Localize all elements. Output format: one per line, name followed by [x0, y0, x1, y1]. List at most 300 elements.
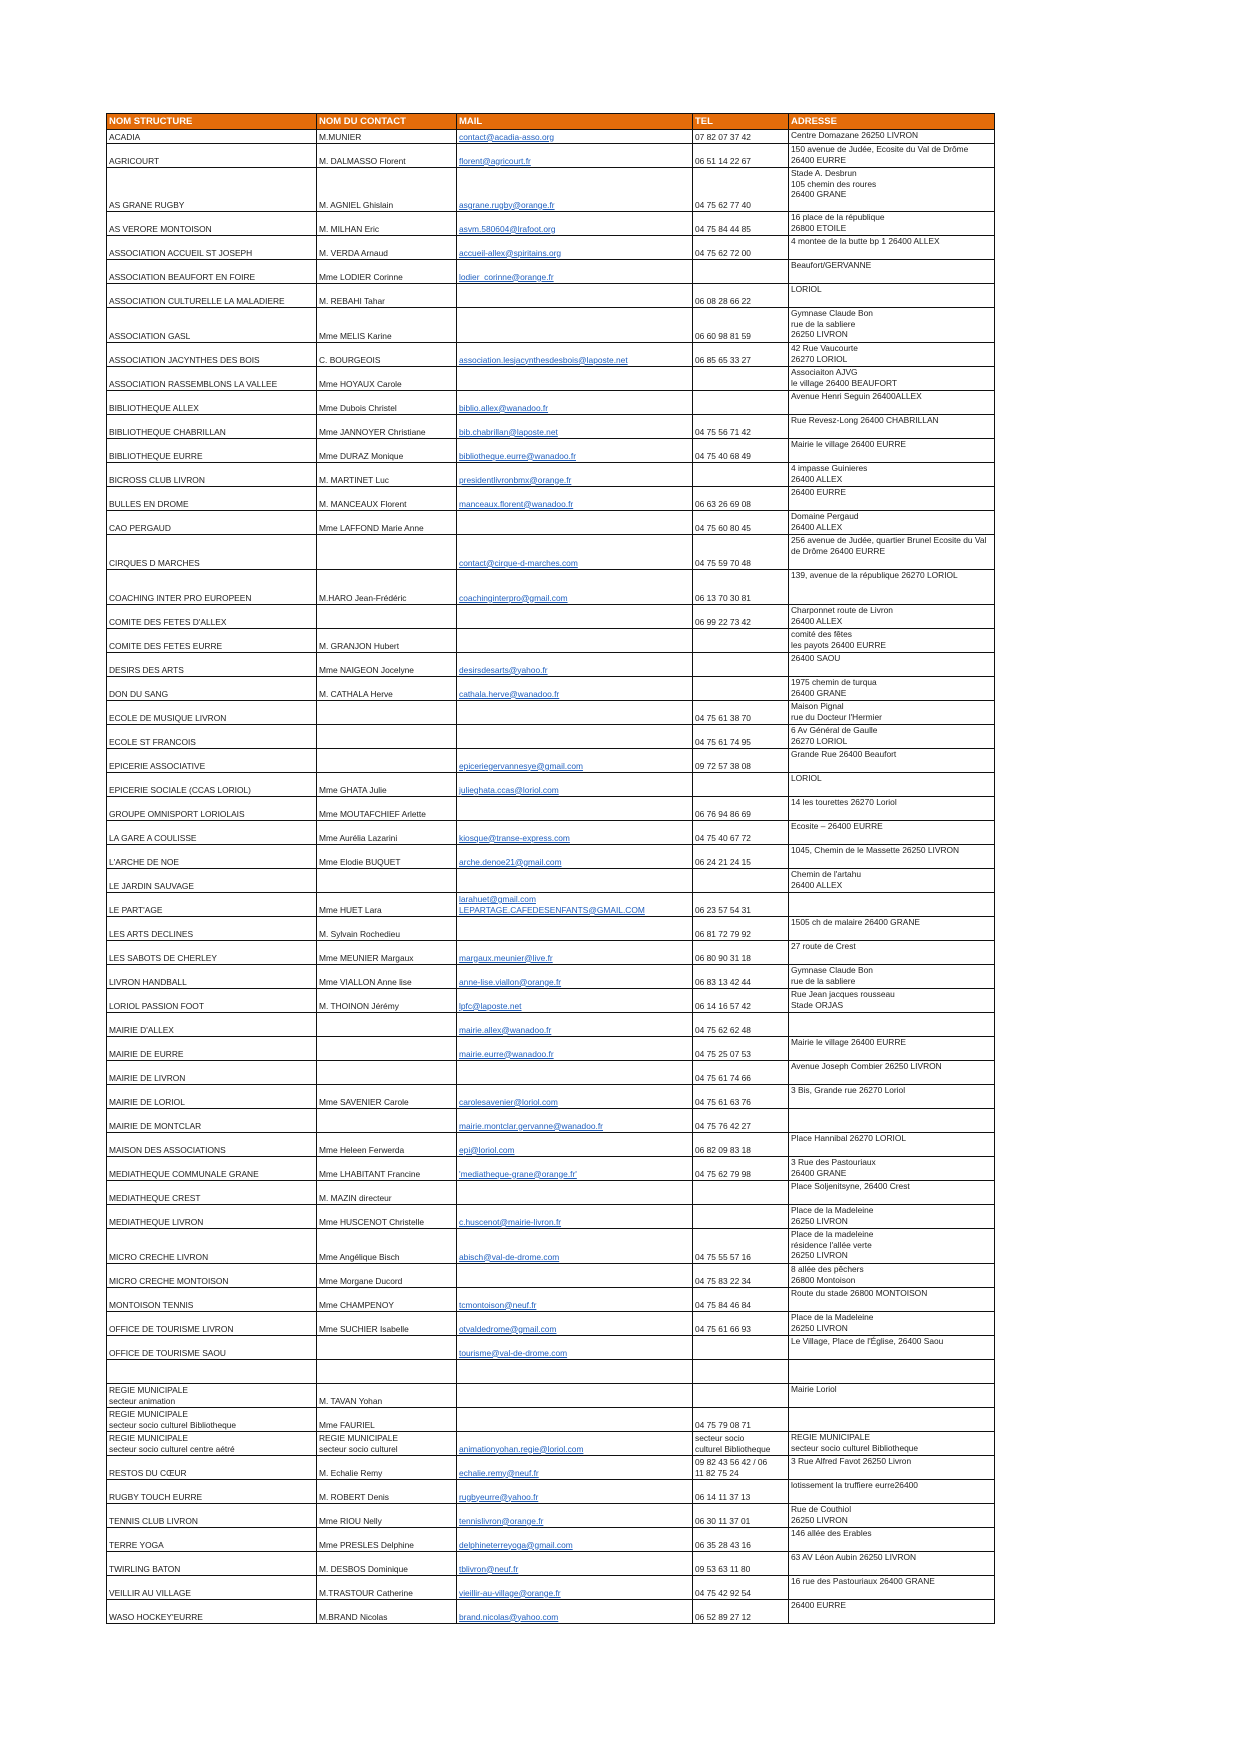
cell-mail[interactable]: tblivron@neuf.fr	[457, 1552, 693, 1576]
cell-tel	[693, 463, 789, 487]
table-row	[107, 1480, 995, 1504]
cell-contact: M. GRANJON Hubert	[317, 629, 457, 653]
cell-tel	[693, 653, 789, 677]
cell-adresse: LORIOL	[789, 284, 995, 308]
cell-adresse: Chemin de l'artahu 26400 ALLEX	[789, 869, 995, 893]
cell-mail[interactable]: echalie.remy@neuf.fr	[457, 1456, 693, 1480]
cell-mail	[457, 511, 693, 535]
cell-contact: Mme JANNOYER Christiane	[317, 415, 457, 439]
cell-contact: M. TAVAN Yohan	[317, 1384, 457, 1408]
cell-tel: 04 75 62 77 40	[693, 168, 789, 212]
cell-nom-structure: MAIRIE DE LORIOL	[107, 1085, 317, 1109]
table-row	[107, 1133, 995, 1157]
cell-adresse: Associaiton AJVG le village 26400 BEAUFORT	[789, 367, 995, 391]
cell-mail	[457, 605, 693, 629]
cell-adresse: 42 Rue Vaucourte 26270 LORIOL	[789, 343, 995, 367]
cell-tel: 06 24 21 24 15	[693, 845, 789, 869]
cell-contact: M. MANCEAUX Florent	[317, 487, 457, 511]
cell-tel: 06 60 98 81 59	[693, 308, 789, 343]
cell-mail[interactable]: abisch@val-de-drome.com	[457, 1229, 693, 1264]
cell-tel: 06 08 28 66 22	[693, 284, 789, 308]
contact-directory-sheet	[106, 113, 994, 1624]
cell-nom-structure: MAIRIE DE MONTCLAR	[107, 1109, 317, 1133]
cell-contact: Mme NAIGEON Jocelyne	[317, 653, 457, 677]
table-row	[107, 749, 995, 773]
cell-nom-structure: LA GARE A COULISSE	[107, 821, 317, 845]
cell-adresse	[789, 893, 995, 917]
cell-mail	[457, 308, 693, 343]
cell-adresse: 27 route de Crest	[789, 941, 995, 965]
cell-adresse: 26400 SAOU	[789, 653, 995, 677]
table-row	[107, 1205, 995, 1229]
cell-nom-structure: MAISON DES ASSOCIATIONS	[107, 1133, 317, 1157]
cell-contact: Mme FAURIEL	[317, 1408, 457, 1432]
cell-contact: Mme MOUTAFCHIEF Arlette	[317, 797, 457, 821]
cell-mail[interactable]: anne-lise.viallon@orange.fr	[457, 965, 693, 989]
table-row	[107, 1576, 995, 1600]
cell-tel: secteur socio culturel Bibliotheque	[693, 1432, 789, 1456]
cell-adresse: lotissement la truffiere eurre26400	[789, 1480, 995, 1504]
cell-nom-structure: GROUPE OMNISPORT LORIOLAIS	[107, 797, 317, 821]
cell-nom-structure: REGIE MUNICIPALE secteur socio culturel centre aétré	[107, 1432, 317, 1456]
cell-adresse: 146 allée des Erables	[789, 1528, 995, 1552]
cell-mail	[457, 917, 693, 941]
cell-adresse: 6 Av Général de Gaulle 26270 LORIOL	[789, 725, 995, 749]
cell-adresse: Ecosite – 26400 EURRE	[789, 821, 995, 845]
cell-adresse: Rue Revesz-Long 26400 CHABRILLAN	[789, 415, 995, 439]
cell-tel: 06 23 57 54 31	[693, 893, 789, 917]
cell-nom-structure: RESTOS DU CŒUR	[107, 1456, 317, 1480]
cell-mail	[457, 284, 693, 308]
cell-adresse: 4 impasse Guinieres 26400 ALLEX	[789, 463, 995, 487]
cell-tel: 04 75 61 38 70	[693, 701, 789, 725]
cell-contact: Mme GHATA Julie	[317, 773, 457, 797]
cell-mail[interactable]: coachinginterpro@gmail.com	[457, 570, 693, 605]
cell-contact: Mme Morgane Ducord	[317, 1264, 457, 1288]
cell-contact: Mme PRESLES Delphine	[317, 1528, 457, 1552]
cell-nom-structure: AS GRANE RUGBY	[107, 168, 317, 212]
cell-contact	[317, 1360, 457, 1384]
cell-nom-structure: MICRO CRECHE MONTOISON	[107, 1264, 317, 1288]
cell-mail[interactable]: mairie.eurre@wanadoo.fr	[457, 1037, 693, 1061]
cell-nom-structure: ECOLE DE MUSIQUE LIVRON	[107, 701, 317, 725]
cell-tel: 06 51 14 22 67	[693, 144, 789, 168]
cell-mail[interactable]: epi@loriol.com	[457, 1133, 693, 1157]
table-row	[107, 1384, 995, 1408]
cell-adresse: 1045, Chemin de le Massette 26250 LIVRON	[789, 845, 995, 869]
cell-mail[interactable]: epiceriegervannesye@gmail.com	[457, 749, 693, 773]
table-row	[107, 605, 995, 629]
cell-nom-structure: WASO HOCKEY'EURRE	[107, 1600, 317, 1624]
cell-adresse: Mairie le village 26400 EURRE	[789, 439, 995, 463]
cell-contact: M. DALMASSO Florent	[317, 144, 457, 168]
cell-contact: Mme Aurélia Lazarini	[317, 821, 457, 845]
cell-contact: Mme Angélique Bisch	[317, 1229, 457, 1264]
cell-mail	[457, 725, 693, 749]
cell-mail[interactable]: presidentlivronbmx@orange.fr	[457, 463, 693, 487]
cell-tel: 04 75 59 70 48	[693, 535, 789, 570]
cell-contact	[317, 749, 457, 773]
cell-nom-structure: MEDIATHEQUE LIVRON	[107, 1205, 317, 1229]
cell-contact	[317, 1013, 457, 1037]
cell-mail[interactable]: carolesavenier@loriol.com	[457, 1085, 693, 1109]
table-row	[107, 144, 995, 168]
table-row	[107, 917, 995, 941]
cell-nom-structure: LES ARTS DECLINES	[107, 917, 317, 941]
cell-nom-structure: EPICERIE SOCIALE (CCAS LORIOL)	[107, 773, 317, 797]
cell-adresse: Avenue Joseph Combier 26250 LIVRON	[789, 1061, 995, 1085]
cell-mail[interactable]: tourisme@val-de-drome.com	[457, 1336, 693, 1360]
cell-mail[interactable]: otvaldedrome@gmail.com	[457, 1312, 693, 1336]
cell-contact	[317, 1037, 457, 1061]
cell-nom-structure: DESIRS DES ARTS	[107, 653, 317, 677]
cell-adresse: Mairie Loriol	[789, 1384, 995, 1408]
cell-contact: M. VERDA Arnaud	[317, 236, 457, 260]
table-row	[107, 1456, 995, 1480]
cell-tel: 06 13 70 30 81	[693, 570, 789, 605]
cell-contact: Mme DURAZ Monique	[317, 439, 457, 463]
table-row	[107, 1157, 995, 1181]
cell-mail[interactable]: margaux.meunier@live.fr	[457, 941, 693, 965]
cell-nom-structure: ASSOCIATION ACCUEIL ST JOSEPH	[107, 236, 317, 260]
cell-contact: M. CATHALA Herve	[317, 677, 457, 701]
cell-nom-structure: MEDIATHEQUE CREST	[107, 1181, 317, 1205]
table-row	[107, 463, 995, 487]
cell-mail[interactable]: lodier_corinne@orange.fr	[457, 260, 693, 284]
cell-tel: 09 53 63 11 80	[693, 1552, 789, 1576]
cell-nom-structure: LIVRON HANDBALL	[107, 965, 317, 989]
table-row	[107, 677, 995, 701]
cell-mail[interactable]: lpfc@laposte.net	[457, 989, 693, 1013]
cell-tel: 06 81 72 79 92	[693, 917, 789, 941]
cell-nom-structure: CIRQUES D MARCHES	[107, 535, 317, 570]
cell-tel: 04 75 62 72 00	[693, 236, 789, 260]
cell-contact: M. MILHAN Eric	[317, 212, 457, 236]
cell-mail[interactable]: contact@cirque-d-marches.com	[457, 535, 693, 570]
cell-nom-structure: MAIRIE D'ALLEX	[107, 1013, 317, 1037]
cell-contact: M. THOINON Jérémy	[317, 989, 457, 1013]
cell-tel: 06 52 89 27 12	[693, 1600, 789, 1624]
cell-tel	[693, 1205, 789, 1229]
cell-adresse	[789, 1109, 995, 1133]
cell-contact	[317, 725, 457, 749]
cell-nom-structure: VEILLIR AU VILLAGE	[107, 1576, 317, 1600]
cell-contact: M. AGNIEL Ghislain	[317, 168, 457, 212]
cell-adresse: Centre Domazane 26250 LIVRON	[789, 130, 995, 144]
cell-tel: 04 75 40 68 49	[693, 439, 789, 463]
cell-contact: M.BRAND Nicolas	[317, 1600, 457, 1624]
table-row	[107, 941, 995, 965]
cell-nom-structure: CAO PERGAUD	[107, 511, 317, 535]
cell-nom-structure: MONTOISON TENNIS	[107, 1288, 317, 1312]
cell-mail[interactable]: julieghata.ccas@loriol.com	[457, 773, 693, 797]
cell-tel: 06 82 09 83 18	[693, 1133, 789, 1157]
cell-tel: 04 75 62 62 48	[693, 1013, 789, 1037]
cell-tel: 04 75 84 46 84	[693, 1288, 789, 1312]
cell-contact: M. DESBOS Dominique	[317, 1552, 457, 1576]
cell-tel: 04 75 42 92 54	[693, 1576, 789, 1600]
cell-tel	[693, 629, 789, 653]
cell-adresse: Grande Rue 26400 Beaufort	[789, 749, 995, 773]
cell-adresse: 63 AV Léon Aubin 26250 LIVRON	[789, 1552, 995, 1576]
cell-adresse: Charponnet route de Livron 26400 ALLEX	[789, 605, 995, 629]
cell-contact: M. Echalie Remy	[317, 1456, 457, 1480]
cell-adresse: Place Hannibal 26270 LORIOL	[789, 1133, 995, 1157]
cell-adresse: comité des fêtes les payots 26400 EURRE	[789, 629, 995, 653]
cell-adresse: 16 rue des Pastouriaux 26400 GRANE	[789, 1576, 995, 1600]
cell-tel: 06 83 13 42 44	[693, 965, 789, 989]
table-row	[107, 629, 995, 653]
cell-mail[interactable]: larahuet@gmail.com LEPARTAGE.CAFEDESENFANTS@GMAIL.COM	[457, 893, 693, 917]
cell-tel	[693, 869, 789, 893]
cell-mail[interactable]: c.huscenot@mairie-livron.fr	[457, 1205, 693, 1229]
table-row	[107, 1408, 995, 1432]
cell-tel: 04 75 55 57 16	[693, 1229, 789, 1264]
table-row	[107, 701, 995, 725]
cell-nom-structure: BIBLIOTHEQUE CHABRILLAN	[107, 415, 317, 439]
cell-nom-structure: ECOLE ST FRANCOIS	[107, 725, 317, 749]
cell-nom-structure: MEDIATHEQUE COMMUNALE GRANE	[107, 1157, 317, 1181]
cell-mail[interactable]: brand.nicolas@yahoo.com	[457, 1600, 693, 1624]
cell-mail[interactable]: asgrane.rugby@orange.fr	[457, 168, 693, 212]
cell-adresse: 150 avenue de Judée, Ecosite du Val de Drôme 26400 EURRE	[789, 144, 995, 168]
cell-contact: Mme Elodie BUQUET	[317, 845, 457, 869]
cell-adresse: 4 montee de la butte bp 1 26400 ALLEX	[789, 236, 995, 260]
table-row	[107, 1312, 995, 1336]
cell-mail[interactable]: rugbyeurre@yahoo.fr	[457, 1480, 693, 1504]
cell-adresse: Avenue Henri Seguin 26400ALLEX	[789, 391, 995, 415]
table-row	[107, 570, 995, 605]
cell-contact	[317, 1061, 457, 1085]
cell-tel: 09 72 57 38 08	[693, 749, 789, 773]
table-row	[107, 168, 995, 212]
cell-contact: M.MUNIER	[317, 130, 457, 144]
cell-contact: M. ROBERT Denis	[317, 1480, 457, 1504]
cell-nom-structure: L'ARCHE DE NOE	[107, 845, 317, 869]
cell-adresse: Place Soljenitsyne, 26400 Crest	[789, 1181, 995, 1205]
cell-tel: 06 76 94 86 69	[693, 797, 789, 821]
cell-adresse: 3 Rue Alfred Favot 26250 Livron	[789, 1456, 995, 1480]
cell-nom-structure: LES SABOTS DE CHERLEY	[107, 941, 317, 965]
cell-nom-structure: LE PART'AGE	[107, 893, 317, 917]
cell-tel: 06 80 90 31 18	[693, 941, 789, 965]
cell-adresse: 26400 EURRE	[789, 1600, 995, 1624]
cell-mail[interactable]: animationyohan.regie@loriol.com	[457, 1432, 693, 1456]
cell-mail	[457, 1264, 693, 1288]
cell-adresse: Rue de Couthiol 26250 LIVRON	[789, 1504, 995, 1528]
table-row	[107, 212, 995, 236]
cell-tel: 06 30 11 37 01	[693, 1504, 789, 1528]
cell-contact	[317, 701, 457, 725]
cell-adresse: Le Village, Place de l'Église, 26400 Saou	[789, 1336, 995, 1360]
cell-mail[interactable]: contact@acadia-asso.org	[457, 130, 693, 144]
table-row	[107, 1037, 995, 1061]
cell-contact: M. MAZIN directeur	[317, 1181, 457, 1205]
cell-tel	[693, 677, 789, 701]
cell-contact: REGIE MUNICIPALE secteur socio culturel	[317, 1432, 457, 1456]
cell-adresse: Maison Pignal rue du Docteur l'Hermier	[789, 701, 995, 725]
cell-contact	[317, 1336, 457, 1360]
cell-mail[interactable]: accueil-allex@spiritains.org	[457, 236, 693, 260]
table-row	[107, 1013, 995, 1037]
cell-mail[interactable]: tcmontoison@neuf.fr	[457, 1288, 693, 1312]
header-tel: TEL	[693, 114, 789, 130]
table-row	[107, 1600, 995, 1624]
cell-mail[interactable]: mairie.allex@wanadoo.fr	[457, 1013, 693, 1037]
table-row	[107, 236, 995, 260]
cell-contact: Mme CHAMPENOY	[317, 1288, 457, 1312]
cell-tel: 06 63 26 69 08	[693, 487, 789, 511]
cell-contact: Mme LODIER Corinne	[317, 260, 457, 284]
header-nom-contact: NOM DU CONTACT	[317, 114, 457, 130]
cell-tel: 06 14 16 57 42	[693, 989, 789, 1013]
cell-nom-structure: REGIE MUNICIPALE secteur socio culturel Bibliotheque	[107, 1408, 317, 1432]
cell-tel	[693, 773, 789, 797]
cell-tel: 04 75 79 08 71	[693, 1408, 789, 1432]
table-row	[107, 653, 995, 677]
cell-mail[interactable]: association.lesjacynthesdesbois@laposte.net	[457, 343, 693, 367]
cell-nom-structure: AGRICOURT	[107, 144, 317, 168]
cell-adresse: REGIE MUNICIPALE secteur socio culturel Bibliotheque	[789, 1432, 995, 1456]
cell-mail[interactable]: arche.denoe21@gmail.com	[457, 845, 693, 869]
cell-adresse: LORIOL	[789, 773, 995, 797]
cell-tel: 04 75 56 71 42	[693, 415, 789, 439]
table-row	[107, 1061, 995, 1085]
cell-adresse: Place de la madeleine résidence l'allée verte 26250 LIVRON	[789, 1229, 995, 1264]
cell-contact: M. Sylvain Rochedieu	[317, 917, 457, 941]
cell-tel	[693, 1360, 789, 1384]
cell-tel	[693, 260, 789, 284]
table-row	[107, 1181, 995, 1205]
cell-nom-structure: BICROSS CLUB LIVRON	[107, 463, 317, 487]
cell-nom-structure: MAIRIE DE LIVRON	[107, 1061, 317, 1085]
table-row	[107, 1288, 995, 1312]
cell-mail[interactable]: delphineterreyoga@gmail.com	[457, 1528, 693, 1552]
cell-contact: Mme MELIS Karine	[317, 308, 457, 343]
cell-nom-structure: ASSOCIATION CULTURELLE LA MALADIERE	[107, 284, 317, 308]
cell-nom-structure: EPICERIE ASSOCIATIVE	[107, 749, 317, 773]
cell-adresse: 1505 ch de malaire 26400 GRANE	[789, 917, 995, 941]
cell-adresse: Mairie le village 26400 EURRE	[789, 1037, 995, 1061]
cell-mail[interactable]: mairie.montclar.gervanne@wanadoo.fr	[457, 1109, 693, 1133]
cell-contact: Mme SUCHIER Isabelle	[317, 1312, 457, 1336]
table-row	[107, 965, 995, 989]
cell-contact: Mme HOYAUX Carole	[317, 367, 457, 391]
table-row	[107, 260, 995, 284]
cell-tel	[693, 1384, 789, 1408]
cell-tel: 04 75 61 74 95	[693, 725, 789, 749]
cell-contact: Mme Dubois Christel	[317, 391, 457, 415]
table-row	[107, 1085, 995, 1109]
cell-tel: 09 82 43 56 42 / 06 11 82 75 24	[693, 1456, 789, 1480]
table-row	[107, 893, 995, 917]
table-row	[107, 367, 995, 391]
cell-tel: 06 35 28 43 16	[693, 1528, 789, 1552]
cell-nom-structure: DON DU SANG	[107, 677, 317, 701]
cell-mail[interactable]: bibliotheque.eurre@wanadoo.fr	[457, 439, 693, 463]
cell-nom-structure: BIBLIOTHEQUE ALLEX	[107, 391, 317, 415]
cell-mail[interactable]: bib.chabrillan@laposte.net	[457, 415, 693, 439]
cell-mail	[457, 869, 693, 893]
cell-adresse: 3 Bis, Grande rue 26270 Loriol	[789, 1085, 995, 1109]
cell-tel: 04 75 60 80 45	[693, 511, 789, 535]
cell-mail[interactable]: florent@agricourt.fr	[457, 144, 693, 168]
cell-adresse: 139, avenue de la république 26270 LORIOL	[789, 570, 995, 605]
cell-mail	[457, 1408, 693, 1432]
cell-adresse: Beaufort/GERVANNE	[789, 260, 995, 284]
cell-adresse	[789, 1013, 995, 1037]
table-row	[107, 130, 995, 144]
cell-adresse: 16 place de la république 26800 ETOILE	[789, 212, 995, 236]
table-row	[107, 1229, 995, 1264]
table-row	[107, 725, 995, 749]
cell-nom-structure: REGIE MUNICIPALE secteur animation	[107, 1384, 317, 1408]
table-row	[107, 1528, 995, 1552]
cell-tel	[693, 1336, 789, 1360]
cell-nom-structure: COMITE DES FETES EURRE	[107, 629, 317, 653]
cell-nom-structure: ASSOCIATION GASL	[107, 308, 317, 343]
cell-mail[interactable]: biblio.allex@wanadoo.fr	[457, 391, 693, 415]
cell-nom-structure: ASSOCIATION RASSEMBLONS LA VALLEE	[107, 367, 317, 391]
cell-mail[interactable]: manceaux.florent@wanadoo.fr	[457, 487, 693, 511]
cell-mail	[457, 1384, 693, 1408]
table-row	[107, 439, 995, 463]
cell-nom-structure: COACHING INTER PRO EUROPEEN	[107, 570, 317, 605]
cell-mail[interactable]: vieillir-au-village@orange.fr	[457, 1576, 693, 1600]
cell-nom-structure: ACADIA	[107, 130, 317, 144]
table-row	[107, 1264, 995, 1288]
cell-nom-structure: OFFICE DE TOURISME SAOU	[107, 1336, 317, 1360]
table-row	[107, 535, 995, 570]
cell-contact: M.TRASTOUR Catherine	[317, 1576, 457, 1600]
table-row	[107, 308, 995, 343]
cell-tel: 06 85 65 33 27	[693, 343, 789, 367]
cell-contact: Mme Heleen Ferwerda	[317, 1133, 457, 1157]
table-row	[107, 343, 995, 367]
cell-adresse: Route du stade 26800 MONTOISON	[789, 1288, 995, 1312]
cell-mail[interactable]: asvm.580604@lrafoot.org	[457, 212, 693, 236]
cell-adresse: Gymnase Claude Bon rue de la sabliere	[789, 965, 995, 989]
cell-contact: M.HARO Jean-Frédéric	[317, 570, 457, 605]
cell-contact: Mme HUET Lara	[317, 893, 457, 917]
header-mail: MAIL	[457, 114, 693, 130]
cell-contact	[317, 605, 457, 629]
table-row	[107, 1360, 995, 1384]
table-row	[107, 1432, 995, 1456]
table-row	[107, 797, 995, 821]
cell-mail	[457, 367, 693, 391]
header-row	[107, 114, 995, 130]
contact-table	[106, 113, 995, 1624]
cell-adresse	[789, 1408, 995, 1432]
table-row	[107, 989, 995, 1013]
cell-mail[interactable]: 'mediatheque-grane@orange.fr'	[457, 1157, 693, 1181]
cell-nom-structure: TENNIS CLUB LIVRON	[107, 1504, 317, 1528]
cell-mail[interactable]: tennislivron@orange.fr	[457, 1504, 693, 1528]
cell-nom-structure: BULLES EN DROME	[107, 487, 317, 511]
cell-adresse: Place de la Madeleine 26250 LIVRON	[789, 1312, 995, 1336]
cell-contact: Mme HUSCENOT Christelle	[317, 1205, 457, 1229]
table-row	[107, 415, 995, 439]
cell-nom-structure: AS VERORE MONTOISON	[107, 212, 317, 236]
cell-mail[interactable]: desirsdesarts@yahoo.fr	[457, 653, 693, 677]
cell-tel: 04 75 25 07 53	[693, 1037, 789, 1061]
cell-contact: C. BOURGEOIS	[317, 343, 457, 367]
table-row	[107, 845, 995, 869]
cell-mail[interactable]: kiosque@transe-express.com	[457, 821, 693, 845]
cell-adresse: Place de la Madeleine 26250 LIVRON	[789, 1205, 995, 1229]
cell-mail[interactable]: cathala.herve@wanadoo.fr	[457, 677, 693, 701]
